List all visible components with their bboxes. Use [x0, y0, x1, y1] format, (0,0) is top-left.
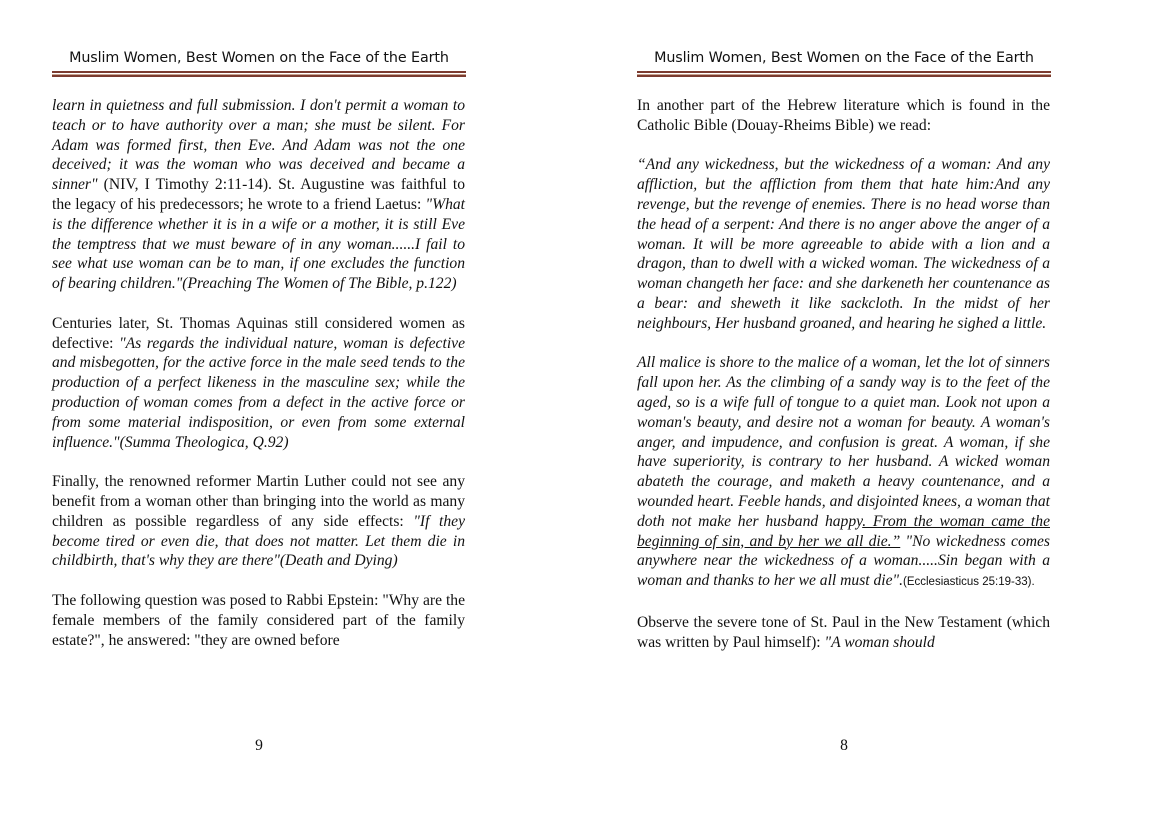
header-rule — [52, 71, 466, 77]
paragraph — [637, 155, 1050, 333]
running-header: Muslim Women, Best Women on the Face of the Earth — [69, 50, 449, 66]
paragraph — [637, 353, 1050, 593]
right-page — [637, 0, 1051, 826]
running-header: Muslim Women, Best Women on the Face of the Earth — [654, 50, 1034, 66]
body-text: Observe the severe tone of St. Paul in the New Testament (which was written by Paul himself): — [637, 613, 1050, 651]
body-text: In another part of the Hebrew literature which is found in the Catholic Bible (Douay-Rheims Bible) we read: — [637, 97, 1050, 134]
quote-text: "What is the difference whether it is in a wife or a mother, it is still Eve the temptress that we must beware of in any woman......I fail to see what use woman can be to man, if one excludes the function of bearing children."(Preaching The Women of The Bible, p.122) — [52, 195, 465, 293]
paragraph — [52, 96, 465, 294]
paragraph — [637, 96, 1050, 136]
paragraph — [52, 591, 465, 650]
page-body — [637, 96, 1050, 652]
quote-text: "A woman should — [824, 633, 935, 651]
page-number: 8 — [840, 737, 848, 754]
paragraph — [52, 472, 465, 571]
body-text: The following question was posed to Rabbi Epstein: "Why are the female members of the family considered part of the family estate?", he answered: "they are owned before — [52, 591, 465, 649]
left-page — [52, 0, 466, 826]
citation: (Ecclesiasticus 25:19-33). — [903, 576, 1035, 589]
paragraph — [637, 613, 1050, 653]
body-text: Centuries later, St. Thomas Aquinas still considered women as defective: — [52, 314, 465, 352]
page-body — [52, 96, 465, 650]
quote-text: All malice is shore to the malice of a woman, let the lot of sinners fall upon her. As the climbing of a sandy way is to the feet of the aged, so is a wife full of tongue to a quiet man. Look not upon a woman's beauty, and desire not a woman for beauty. A woman's anger, and impudence, and confusion is great. A woman, if she have superiority, is contrary to her husband. A wicked woman abateth the courage, and maketh a heavy countenance, and a wounded heart. Feeble hands, and disjointed knees, a woman that doth not make her husband happy — [637, 354, 1050, 530]
quote-text: "No wickedness comes anywhere near the wickedness of a woman.....Sin began with a woman and thanks to her we all must die". — [637, 532, 1050, 590]
header-rule — [637, 71, 1051, 77]
body-text: Finally, the renowned reformer Martin Luther could not see any benefit from a woman other than bringing into the world as many children as possible regardless of any side effects: — [52, 473, 465, 530]
underlined-quote: . From the woman came the beginning of sin, and by her we all die.” — [637, 512, 1050, 550]
page-number: 9 — [255, 737, 263, 754]
body-text: (NIV, I Timothy 2:11-14). St. Augustine was faithful to the legacy of his predecessors; he wrote to a friend Laetus: — [52, 176, 465, 213]
paragraph — [52, 314, 465, 453]
quote-text: "As regards the individual nature, woman is defective and misbegotten, for the active force in the male seed tends to the production of a perfect likeness in the masculine sex; while the production of woman comes from a defect in the active force or from some material indisposition, or even from some external influence."(Summa Theologica, Q.92) — [52, 334, 465, 451]
quote-text: "If they become tired or even die, that does not matter. Let them die in childbirth, that's why they are there"(Death and Dying) — [52, 512, 465, 570]
quote-text: learn in quietness and full submission. I don't permit a woman to teach or to have authority over a man; she must be silent. For Adam was formed first, then Eve. And Adam was not the one deceived; it was the woman who was deceived and became a sinner" — [52, 97, 465, 194]
quote-text: “And any wickedness, but the wickedness of a woman: And any affliction, but the affliction from them that hate him:And any revenge, but the revenge of enemies. There is no head worse than the head of a serpent: And there is no anger above the anger of a woman. It will be more agreeable to abide with a lion and a dragon, than to dwell with a wicked woman. The wickedness of a woman changeth her face: and she darkeneth her countenance as a bear: and sheweth it like sackcloth. In the midst of her neighbours, Her husband groaned, and hearing he sighed a little. — [637, 156, 1050, 332]
